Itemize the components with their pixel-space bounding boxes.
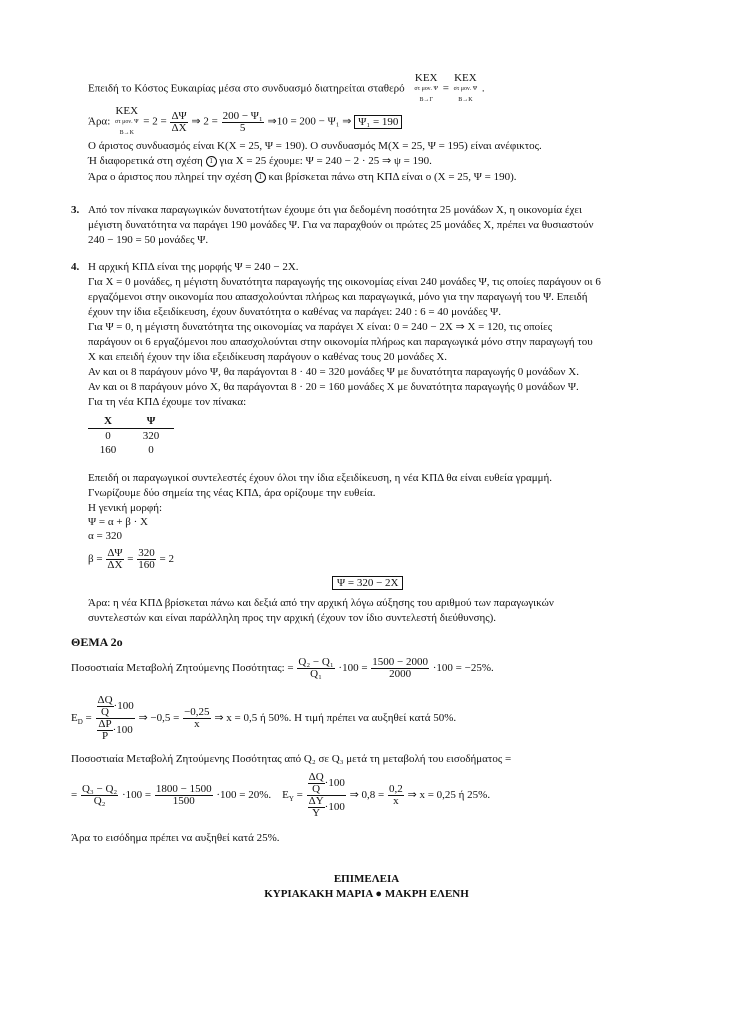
ppf-table [88,414,174,457]
item-4-line: Η αρχική ΚΠΔ είναι της μορφής Ψ = 240 − 2Χ. [88,261,299,273]
text-line: Επειδή οι παραγωγικοί συντελεστές έχουν όλοι την ίδια εξειδίκευση, η νέα ΚΠΔ θα είναι ευθεία γραμμή. [88,472,553,484]
kex-term-2: ΚΕΧ στ μον. Ψ Β→Κ [453,72,478,103]
footer-authors: ΚΥΡΙΑΚΑΚΗ ΜΑΡΙΑ ● ΜΑΚΡΗ ΕΛΕΝΗ [264,888,469,900]
income-elasticity-equation: = $\frac{\text{Q₃ − Q₂}}{\text{Q₂}}$ ·100 = $\frac{1800 - 1500}{1500}$ ·100 = 20%. $E_Y$ = $\frac{\Delta Q}{Q}$ ·100 $\frac{\Delta Y}{Y}$ ·100 ⇒ 0,8 = $\frac{0,2}{x}$ ⇒ x = 0,25 ή 25%. [71,770,491,819]
item-4-line: εργαζόμενοι στην οικονομία που απασχολούνται πλήρως και παραγωγικά, μόνο για την παραγωγή του Ψ. Επειδή [88,291,588,303]
text-line: Η γενική μορφή: [88,502,163,514]
conclusion-line: Άρα: η νέα ΚΠΔ βρίσκεται πάνω και δεξιά από την αρχική λόγω αύξησης του αριθμού των παραγωγικών [88,597,554,609]
item-4-line: έχουν την ίδια εξειδίκευση, έχουν δυνατότητα ο καθένας να παράγει: 240 : 6 = 40 μονάδες Ψ. [88,306,502,318]
item-3-line: 240 − 190 = 50 μονάδες Ψ. [88,234,209,246]
intro-line: Επειδή το Κόστος Ευκαιρίας μέσα στο συνδυασμό διατηρείται σταθερό ΚΕΧ στ μον. Ψ Β→Γ = ΚΕΧ στ μον. Ψ Β→Κ . [88,72,485,106]
fraction-dpsi-dx: $\frac{\Delta\Psi}{\Delta X}$ [171,109,187,134]
table-row: 160 0 [99,444,154,456]
table-header-x: Χ [88,414,128,429]
equation-1: Άρα: ΚΕΧ στ μον. Ψ Β→Κ = 2 = $\frac{\Delta\Psi}{\Delta X}$ ⇒ 2 = $\frac{\text{200 − Ψ₁}}{5}$ ⇒10 = 200 − Ψ₁ ⇒ Ψ₁ = 190 [88,105,402,139]
final-line: Άρα το εισόδημα πρέπει να αυξηθεί κατά 25%. [71,832,280,844]
final-ppf-equation: Ψ = 320 − 2Χ [332,577,403,590]
pct-change-income-label: Ποσοστιαία Μεταβολή Ζητούμενης Ποσότητας από Q₂ σε Q₃ μετά τη μεταβολή του εισοδήματος = [71,753,512,765]
item-4-line: Για Χ = 0 μονάδες, η μέγιστη δυνατότητα παραγωγής της οικονομίας είναι 240 μονάδες Ψ, τις οποίες παράγουν οι 6 [88,276,601,288]
pct-change-line: Ποσοστιαία Μεταβολή Ζητούμενης Ποσότητας: = $\frac{\text{Q₂ − Q₁}}{\text{Q₁}}$ ·100 = $\frac{1500 - 2000}{2000}$ ·100 = −25%. [71,655,494,680]
item-4-line: Για Ψ = 0, η μέγιστη δυνατότητα της οικονομίας να παράγει Χ είναι: 0 = 240 − 2Χ ⇒ Χ = 120, τις οποίες [88,321,553,333]
conclusion-line: συντελεστών και είναι παράλληλη προς την αρχική (έχουν τον ίδιο συντελεστή διεύθυνσης). [88,612,497,624]
item-3-line: Από τον πίνακα παραγωγικών δυνατοτήτων έχουμε ότι για δεδομένη ποσότητα 25 μονάδων Χ, η οικονομία έχει [88,204,583,216]
table-header-psi: Ψ [128,414,174,429]
boxed-psi1: Ψ₁ = 190 [354,115,402,129]
text-line: α = 320 [88,530,122,542]
item-4-line: Χ και επειδή έχουν την ίδια εξειδίκευση παράγουν ο καθένας τους 20 μονάδες Χ. [88,351,448,363]
kex-term-1: ΚΕΧ στ μον. Ψ Β→Γ [414,72,438,103]
optimal-line-3: Άρα ο άριστος που πληρεί την σχέση 1 και βρίσκεται πάνω στη ΚΠΔ είναι ο (Χ = 25, Ψ = 190). [88,171,517,183]
text-line: Γνωρίζουμε δύο σημεία της νέας ΚΠΔ, άρα ορίζουμε την ευθεία. [88,487,376,499]
beta-equation: β = $\frac{\Delta\Psi}{\Delta X}$ = $\frac{320}{160}$ = 2 [88,546,174,571]
optimal-line-1: Ο άριστος συνδυασμός είναι Κ(Χ = 25, Ψ = 190). Ο συνδυασμός Μ(Χ = 25, Ψ = 195) είναι ανέφικτος. [88,140,542,152]
item-3-line: μέγιστη δυνατότητα να παράγει 190 μονάδες Ψ. Για να παραχθούν οι πρώτες 25 μονάδες Χ, πρέπει να θυσιαστούν [88,219,594,231]
optimal-line-2: Ή διαφορετικά στη σχέση 1 για Χ = 25 έχουμε: Ψ = 240 − 2 · 25 ⇒ ψ = 190. [88,155,432,167]
item-4-line: Για τη νέα ΚΠΔ έχουμε τον πίνακα: [88,396,247,408]
table-row: 0 320 [105,430,160,442]
price-elasticity-equation: $E_D$ = $\frac{\Delta Q}{Q}$ ·100 $\frac{\Delta P}{P}$ ·100 ⇒ −0,5 = $\frac{-0,25}{x}$ ⇒ x = 0,5 ή 50%. Η τιμή πρέπει να αυξηθεί κατά 50%. [71,693,457,742]
fraction-200: $\frac{\text{200 − Ψ₁}}{5}$ [222,109,263,134]
circle-number: 1 [206,156,217,167]
item-4-line: παράγουν οι 6 εργαζόμενοι που απασχολούνται στην οικονομία πλήρως και παραγωγικά μόνο στην παραγωγή του [88,336,593,348]
text-line: Ψ = α + β · Χ [88,516,148,528]
item-4-line: Αν και οι 8 παράγουν μόνο Ψ, θα παράγονται 8 · 40 = 320 μονάδες Ψ με δυνατότητα παραγωγής 0 μονάδων Χ. [88,366,579,378]
item-4-line: Αν και οι 8 παράγουν μόνο Χ, θα παράγονται 8 · 20 = 160 μονάδες Χ με δυνατότητα παραγωγής 0 μονάδων Ψ. [88,381,579,393]
item-4-number: 4. [71,261,80,273]
item-3-number: 3. [71,204,80,216]
circle-number: 1 [255,172,266,183]
footer-title: ΕΠΙΜΕΛΕΙΑ [333,873,400,885]
theme-2-heading: ΘΕΜΑ 2ο [71,635,123,649]
kex-term-3: ΚΕΧ στ μον. Ψ Β→Κ [115,105,139,136]
